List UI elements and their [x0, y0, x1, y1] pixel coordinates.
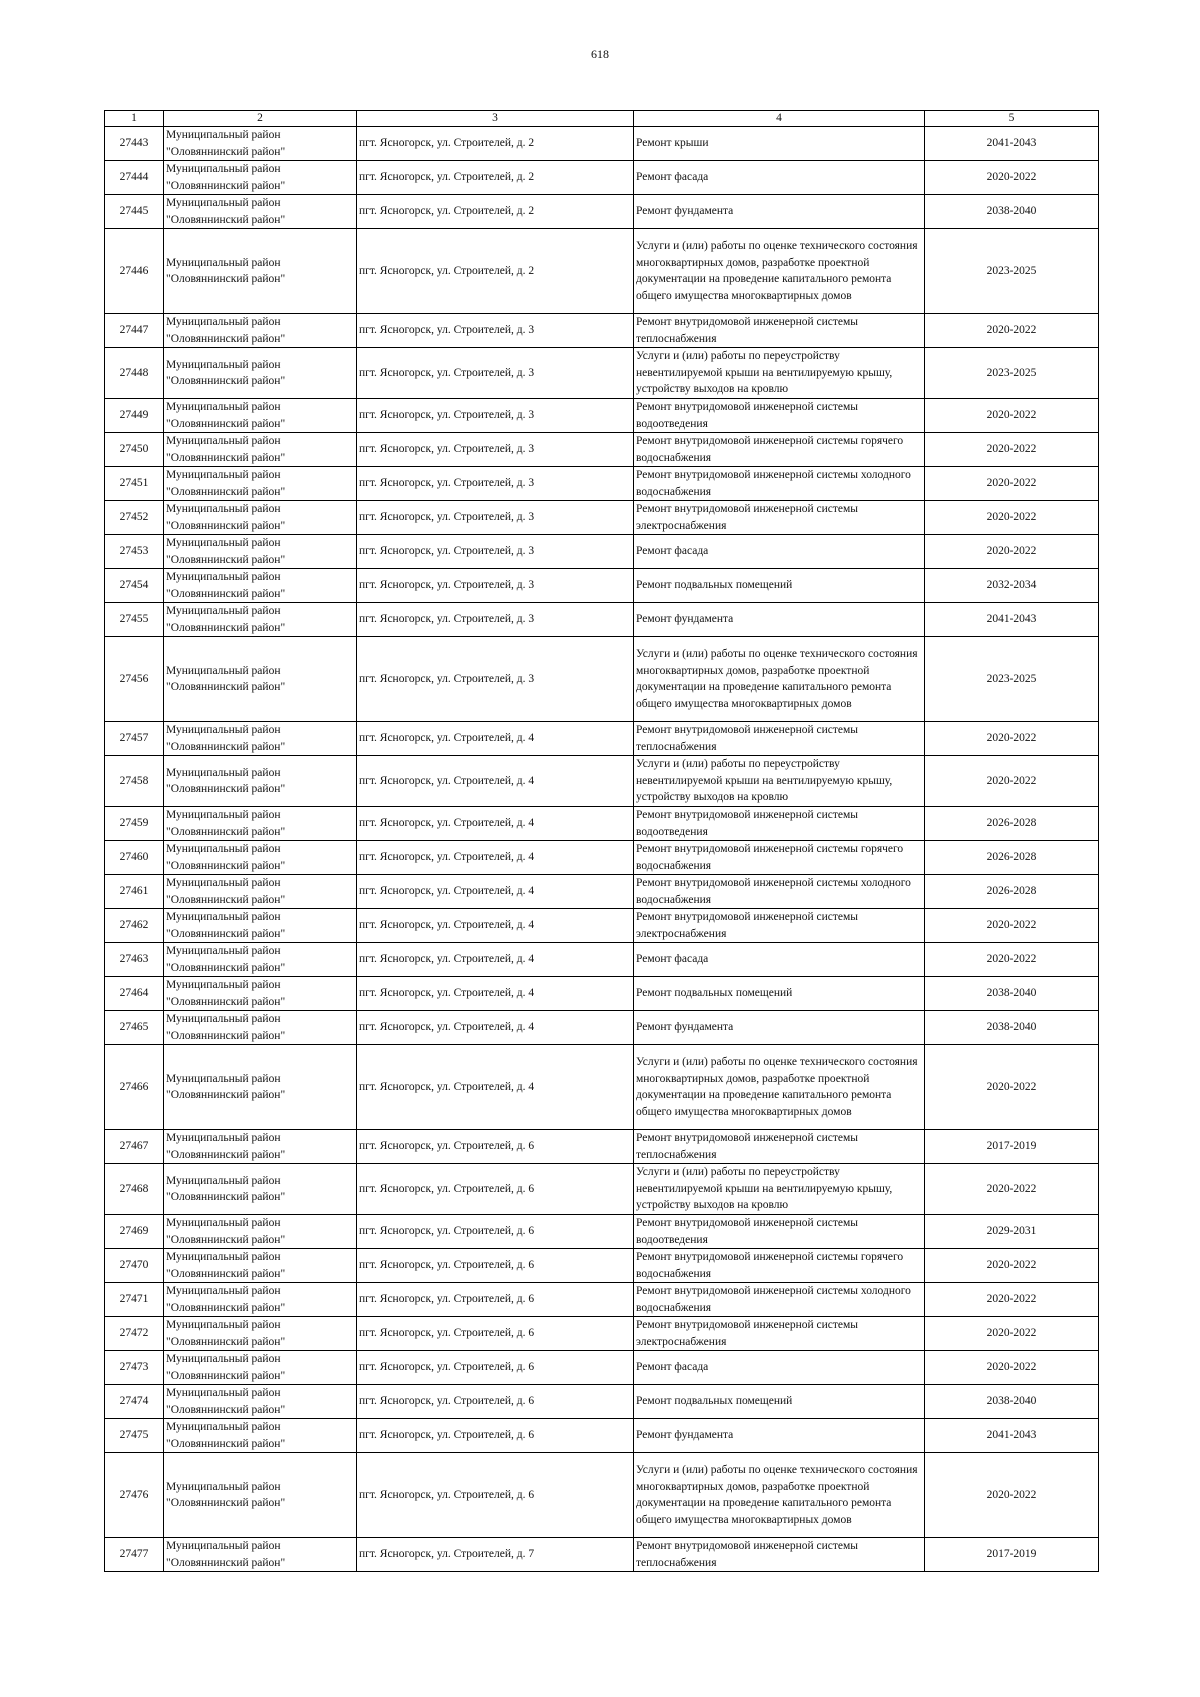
table-row: [105, 1011, 1099, 1045]
municipality-cell: Муниципальный район "Оловяннинский район": [164, 1249, 357, 1283]
municipality-cell: Муниципальный район "Оловяннинский район": [164, 841, 357, 875]
row-number: 27471: [105, 1283, 164, 1317]
table-row: [105, 1351, 1099, 1385]
work-type-cell: Ремонт внутридомовой инженерной системы электроснабжения: [634, 501, 925, 535]
municipality-cell: Муниципальный район "Оловяннинский район": [164, 433, 357, 467]
row-number: 27476: [105, 1453, 164, 1538]
work-type-cell: Ремонт внутридомовой инженерной системы электроснабжения: [634, 1317, 925, 1351]
municipality-cell: Муниципальный район "Оловяннинский район": [164, 569, 357, 603]
municipality-cell: Муниципальный район "Оловяннинский район": [164, 1283, 357, 1317]
table-row: [105, 977, 1099, 1011]
period-cell: 2020-2022: [925, 161, 1099, 195]
address-cell: пгт. Ясногорск, ул. Строителей, д. 6: [357, 1317, 634, 1351]
work-type-cell: Услуги и (или) работы по оценке технического состояния многоквартирных домов, разработке проектной документации на проведение капитального ремонта общего имущества многоквартирных домов: [634, 1453, 925, 1538]
work-type-cell: Услуги и (или) работы по переустройству невентилируемой крыши на вентилируемую крышу, устройству выходов на кровлю: [634, 1164, 925, 1215]
municipality-cell: Муниципальный район "Оловяннинский район": [164, 637, 357, 722]
address-cell: пгт. Ясногорск, ул. Строителей, д. 6: [357, 1385, 634, 1419]
row-number: 27467: [105, 1130, 164, 1164]
work-type-cell: Ремонт внутридомовой инженерной системы горячего водоснабжения: [634, 433, 925, 467]
table-row: [105, 1317, 1099, 1351]
table-row: [105, 1453, 1099, 1538]
municipality-cell: Муниципальный район "Оловяннинский район": [164, 943, 357, 977]
table-row: [105, 1419, 1099, 1453]
table-row: [105, 314, 1099, 348]
row-number: 27470: [105, 1249, 164, 1283]
work-type-cell: Ремонт крыши: [634, 127, 925, 161]
table-row: [105, 1385, 1099, 1419]
table-row: [105, 807, 1099, 841]
work-type-cell: Ремонт внутридомовой инженерной системы горячего водоснабжения: [634, 841, 925, 875]
table-row: [105, 467, 1099, 501]
period-cell: 2041-2043: [925, 603, 1099, 637]
municipality-cell: Муниципальный район "Оловяннинский район": [164, 875, 357, 909]
page-number: 618: [591, 47, 609, 61]
work-type-cell: Ремонт внутридомовой инженерной системы теплоснабжения: [634, 314, 925, 348]
table-row: [105, 909, 1099, 943]
work-type-cell: Ремонт фундамента: [634, 1419, 925, 1453]
table-row: [105, 229, 1099, 314]
table-row: [105, 875, 1099, 909]
address-cell: пгт. Ясногорск, ул. Строителей, д. 6: [357, 1215, 634, 1249]
table-row: [105, 399, 1099, 433]
period-cell: 2023-2025: [925, 348, 1099, 399]
row-number: 27445: [105, 195, 164, 229]
period-cell: 2020-2022: [925, 1453, 1099, 1538]
period-cell: 2023-2025: [925, 229, 1099, 314]
row-number: 27456: [105, 637, 164, 722]
work-type-cell: Ремонт фундамента: [634, 1011, 925, 1045]
address-cell: пгт. Ясногорск, ул. Строителей, д. 6: [357, 1419, 634, 1453]
period-cell: 2038-2040: [925, 195, 1099, 229]
table-row: [105, 1283, 1099, 1317]
row-number: 27457: [105, 722, 164, 756]
address-cell: пгт. Ясногорск, ул. Строителей, д. 4: [357, 909, 634, 943]
row-number: 27472: [105, 1317, 164, 1351]
period-cell: 2041-2043: [925, 1419, 1099, 1453]
work-type-cell: Ремонт подвальных помещений: [634, 977, 925, 1011]
address-cell: пгт. Ясногорск, ул. Строителей, д. 6: [357, 1164, 634, 1215]
municipality-cell: Муниципальный район "Оловяннинский район": [164, 807, 357, 841]
municipality-cell: Муниципальный район "Оловяннинский район": [164, 1317, 357, 1351]
period-cell: 2020-2022: [925, 722, 1099, 756]
work-type-cell: Ремонт подвальных помещений: [634, 1385, 925, 1419]
municipality-cell: Муниципальный район "Оловяннинский район": [164, 1538, 357, 1572]
row-number: 27477: [105, 1538, 164, 1572]
work-type-cell: Ремонт фундамента: [634, 195, 925, 229]
municipality-cell: Муниципальный район "Оловяннинский район": [164, 1385, 357, 1419]
row-number: 27444: [105, 161, 164, 195]
row-number: 27474: [105, 1385, 164, 1419]
address-cell: пгт. Ясногорск, ул. Строителей, д. 4: [357, 722, 634, 756]
municipality-cell: Муниципальный район "Оловяннинский район": [164, 195, 357, 229]
row-number: 27465: [105, 1011, 164, 1045]
row-number: 27448: [105, 348, 164, 399]
table-header: [105, 111, 1099, 127]
address-cell: пгт. Ясногорск, ул. Строителей, д. 4: [357, 1011, 634, 1045]
row-number: 27460: [105, 841, 164, 875]
address-cell: пгт. Ясногорск, ул. Строителей, д. 7: [357, 1538, 634, 1572]
municipality-cell: Муниципальный район "Оловяннинский район": [164, 909, 357, 943]
row-number: 27469: [105, 1215, 164, 1249]
period-cell: 2020-2022: [925, 1249, 1099, 1283]
period-cell: 2020-2022: [925, 399, 1099, 433]
period-cell: 2041-2043: [925, 127, 1099, 161]
column-header-3: 3: [357, 111, 634, 127]
row-number: 27463: [105, 943, 164, 977]
address-cell: пгт. Ясногорск, ул. Строителей, д. 4: [357, 977, 634, 1011]
period-cell: 2020-2022: [925, 467, 1099, 501]
period-cell: 2038-2040: [925, 977, 1099, 1011]
work-type-cell: Ремонт фундамента: [634, 603, 925, 637]
table-row: [105, 1045, 1099, 1130]
period-cell: 2029-2031: [925, 1215, 1099, 1249]
municipality-cell: Муниципальный район "Оловяннинский район": [164, 977, 357, 1011]
work-type-cell: Ремонт фасада: [634, 535, 925, 569]
work-type-cell: Ремонт внутридомовой инженерной системы холодного водоснабжения: [634, 1283, 925, 1317]
table-row: [105, 841, 1099, 875]
period-cell: 2020-2022: [925, 1317, 1099, 1351]
address-cell: пгт. Ясногорск, ул. Строителей, д. 2: [357, 229, 634, 314]
address-cell: пгт. Ясногорск, ул. Строителей, д. 4: [357, 943, 634, 977]
table-row: [105, 1215, 1099, 1249]
table-body: [105, 127, 1099, 1572]
row-number: 27475: [105, 1419, 164, 1453]
period-cell: 2020-2022: [925, 535, 1099, 569]
period-cell: 2020-2022: [925, 501, 1099, 535]
municipality-cell: Муниципальный район "Оловяннинский район": [164, 756, 357, 807]
address-cell: пгт. Ясногорск, ул. Строителей, д. 4: [357, 841, 634, 875]
work-type-cell: Услуги и (или) работы по переустройству невентилируемой крыши на вентилируемую крышу, устройству выходов на кровлю: [634, 756, 925, 807]
municipality-cell: Муниципальный район "Оловяннинский район": [164, 1453, 357, 1538]
work-type-cell: Услуги и (или) работы по переустройству невентилируемой крыши на вентилируемую крышу, устройству выходов на кровлю: [634, 348, 925, 399]
municipality-cell: Муниципальный район "Оловяннинский район": [164, 1130, 357, 1164]
column-number-row: [105, 111, 1099, 127]
period-cell: 2038-2040: [925, 1385, 1099, 1419]
municipality-cell: Муниципальный район "Оловяннинский район": [164, 501, 357, 535]
address-cell: пгт. Ясногорск, ул. Строителей, д. 4: [357, 1045, 634, 1130]
period-cell: 2020-2022: [925, 314, 1099, 348]
work-type-cell: Услуги и (или) работы по оценке технического состояния многоквартирных домов, разработке проектной документации на проведение капитального ремонта общего имущества многоквартирных домов: [634, 637, 925, 722]
municipality-cell: Муниципальный район "Оловяннинский район": [164, 1011, 357, 1045]
work-type-cell: Ремонт внутридомовой инженерной системы теплоснабжения: [634, 722, 925, 756]
work-type-cell: Услуги и (или) работы по оценке технического состояния многоквартирных домов, разработке проектной документации на проведение капитального ремонта общего имущества многоквартирных домов: [634, 229, 925, 314]
municipality-cell: Муниципальный район "Оловяннинский район": [164, 1419, 357, 1453]
table-row: [105, 1249, 1099, 1283]
municipality-cell: Муниципальный район "Оловяннинский район": [164, 1215, 357, 1249]
column-header-2: 2: [164, 111, 357, 127]
address-cell: пгт. Ясногорск, ул. Строителей, д. 3: [357, 569, 634, 603]
work-type-cell: Ремонт внутридомовой инженерной системы теплоснабжения: [634, 1538, 925, 1572]
address-cell: пгт. Ясногорск, ул. Строителей, д. 3: [357, 433, 634, 467]
municipality-cell: Муниципальный район "Оловяннинский район": [164, 314, 357, 348]
table-row: [105, 569, 1099, 603]
row-number: 27453: [105, 535, 164, 569]
period-cell: 2020-2022: [925, 1283, 1099, 1317]
work-type-cell: Ремонт фасада: [634, 161, 925, 195]
table-row: [105, 637, 1099, 722]
table-row: [105, 1130, 1099, 1164]
municipality-cell: Муниципальный район "Оловяннинский район": [164, 1351, 357, 1385]
table-row: [105, 943, 1099, 977]
work-type-cell: Ремонт внутридомовой инженерной системы водоотведения: [634, 807, 925, 841]
address-cell: пгт. Ясногорск, ул. Строителей, д. 3: [357, 501, 634, 535]
table-row: [105, 195, 1099, 229]
repair-schedule-table: [104, 110, 1099, 1572]
work-type-cell: Ремонт внутридомовой инженерной системы горячего водоснабжения: [634, 1249, 925, 1283]
table-row: [105, 1164, 1099, 1215]
address-cell: пгт. Ясногорск, ул. Строителей, д. 4: [357, 875, 634, 909]
work-type-cell: Ремонт внутридомовой инженерной системы водоотведения: [634, 1215, 925, 1249]
period-cell: 2020-2022: [925, 943, 1099, 977]
work-type-cell: Ремонт внутридомовой инженерной системы холодного водоснабжения: [634, 467, 925, 501]
column-header-4: 4: [634, 111, 925, 127]
period-cell: 2020-2022: [925, 1351, 1099, 1385]
period-cell: 2017-2019: [925, 1538, 1099, 1572]
row-number: 27468: [105, 1164, 164, 1215]
table-row: [105, 756, 1099, 807]
address-cell: пгт. Ясногорск, ул. Строителей, д. 3: [357, 637, 634, 722]
row-number: 27450: [105, 433, 164, 467]
period-cell: 2038-2040: [925, 1011, 1099, 1045]
address-cell: пгт. Ясногорск, ул. Строителей, д. 2: [357, 195, 634, 229]
address-cell: пгт. Ясногорск, ул. Строителей, д. 6: [357, 1453, 634, 1538]
period-cell: 2020-2022: [925, 909, 1099, 943]
table-row: [105, 127, 1099, 161]
work-type-cell: Ремонт внутридомовой инженерной системы холодного водоснабжения: [634, 875, 925, 909]
address-cell: пгт. Ясногорск, ул. Строителей, д. 2: [357, 161, 634, 195]
table-row: [105, 433, 1099, 467]
municipality-cell: Муниципальный район "Оловяннинский район": [164, 722, 357, 756]
row-number: 27466: [105, 1045, 164, 1130]
address-cell: пгт. Ясногорск, ул. Строителей, д. 3: [357, 535, 634, 569]
period-cell: 2020-2022: [925, 1045, 1099, 1130]
row-number: 27462: [105, 909, 164, 943]
municipality-cell: Муниципальный район "Оловяннинский район": [164, 1164, 357, 1215]
period-cell: 2020-2022: [925, 756, 1099, 807]
municipality-cell: Муниципальный район "Оловяннинский район": [164, 535, 357, 569]
period-cell: 2032-2034: [925, 569, 1099, 603]
row-number: 27473: [105, 1351, 164, 1385]
row-number: 27455: [105, 603, 164, 637]
table-row: [105, 348, 1099, 399]
municipality-cell: Муниципальный район "Оловяннинский район": [164, 1045, 357, 1130]
work-type-cell: Ремонт внутридомовой инженерной системы водоотведения: [634, 399, 925, 433]
row-number: 27458: [105, 756, 164, 807]
period-cell: 2020-2022: [925, 433, 1099, 467]
table-row: [105, 501, 1099, 535]
address-cell: пгт. Ясногорск, ул. Строителей, д. 3: [357, 314, 634, 348]
address-cell: пгт. Ясногорск, ул. Строителей, д. 6: [357, 1249, 634, 1283]
municipality-cell: Муниципальный район "Оловяннинский район": [164, 229, 357, 314]
table-row: [105, 603, 1099, 637]
row-number: 27449: [105, 399, 164, 433]
address-cell: пгт. Ясногорск, ул. Строителей, д. 4: [357, 807, 634, 841]
work-type-cell: Ремонт фасада: [634, 1351, 925, 1385]
work-type-cell: Услуги и (или) работы по оценке технического состояния многоквартирных домов, разработке проектной документации на проведение капитального ремонта общего имущества многоквартирных домов: [634, 1045, 925, 1130]
row-number: 27461: [105, 875, 164, 909]
address-cell: пгт. Ясногорск, ул. Строителей, д. 3: [357, 467, 634, 501]
table-row: [105, 535, 1099, 569]
municipality-cell: Муниципальный район "Оловяннинский район": [164, 467, 357, 501]
row-number: 27464: [105, 977, 164, 1011]
row-number: 27443: [105, 127, 164, 161]
address-cell: пгт. Ясногорск, ул. Строителей, д. 4: [357, 756, 634, 807]
column-header-1: 1: [105, 111, 164, 127]
address-cell: пгт. Ясногорск, ул. Строителей, д. 3: [357, 348, 634, 399]
row-number: 27447: [105, 314, 164, 348]
municipality-cell: Муниципальный район "Оловяннинский район": [164, 603, 357, 637]
row-number: 27451: [105, 467, 164, 501]
period-cell: 2026-2028: [925, 875, 1099, 909]
address-cell: пгт. Ясногорск, ул. Строителей, д. 6: [357, 1351, 634, 1385]
row-number: 27459: [105, 807, 164, 841]
work-type-cell: Ремонт подвальных помещений: [634, 569, 925, 603]
row-number: 27446: [105, 229, 164, 314]
column-header-5: 5: [925, 111, 1099, 127]
work-type-cell: Ремонт внутридомовой инженерной системы теплоснабжения: [634, 1130, 925, 1164]
row-number: 27452: [105, 501, 164, 535]
municipality-cell: Муниципальный район "Оловяннинский район": [164, 348, 357, 399]
municipality-cell: Муниципальный район "Оловяннинский район": [164, 399, 357, 433]
address-cell: пгт. Ясногорск, ул. Строителей, д. 6: [357, 1130, 634, 1164]
address-cell: пгт. Ясногорск, ул. Строителей, д. 3: [357, 603, 634, 637]
municipality-cell: Муниципальный район "Оловяннинский район": [164, 127, 357, 161]
work-type-cell: Ремонт внутридомовой инженерной системы электроснабжения: [634, 909, 925, 943]
table-row: [105, 161, 1099, 195]
period-cell: 2026-2028: [925, 841, 1099, 875]
period-cell: 2026-2028: [925, 807, 1099, 841]
table-row: [105, 1538, 1099, 1572]
work-type-cell: Ремонт фасада: [634, 943, 925, 977]
address-cell: пгт. Ясногорск, ул. Строителей, д. 2: [357, 127, 634, 161]
municipality-cell: Муниципальный район "Оловяннинский район": [164, 161, 357, 195]
row-number: 27454: [105, 569, 164, 603]
period-cell: 2020-2022: [925, 1164, 1099, 1215]
address-cell: пгт. Ясногорск, ул. Строителей, д. 6: [357, 1283, 634, 1317]
table-row: [105, 722, 1099, 756]
period-cell: 2017-2019: [925, 1130, 1099, 1164]
period-cell: 2023-2025: [925, 637, 1099, 722]
address-cell: пгт. Ясногорск, ул. Строителей, д. 3: [357, 399, 634, 433]
